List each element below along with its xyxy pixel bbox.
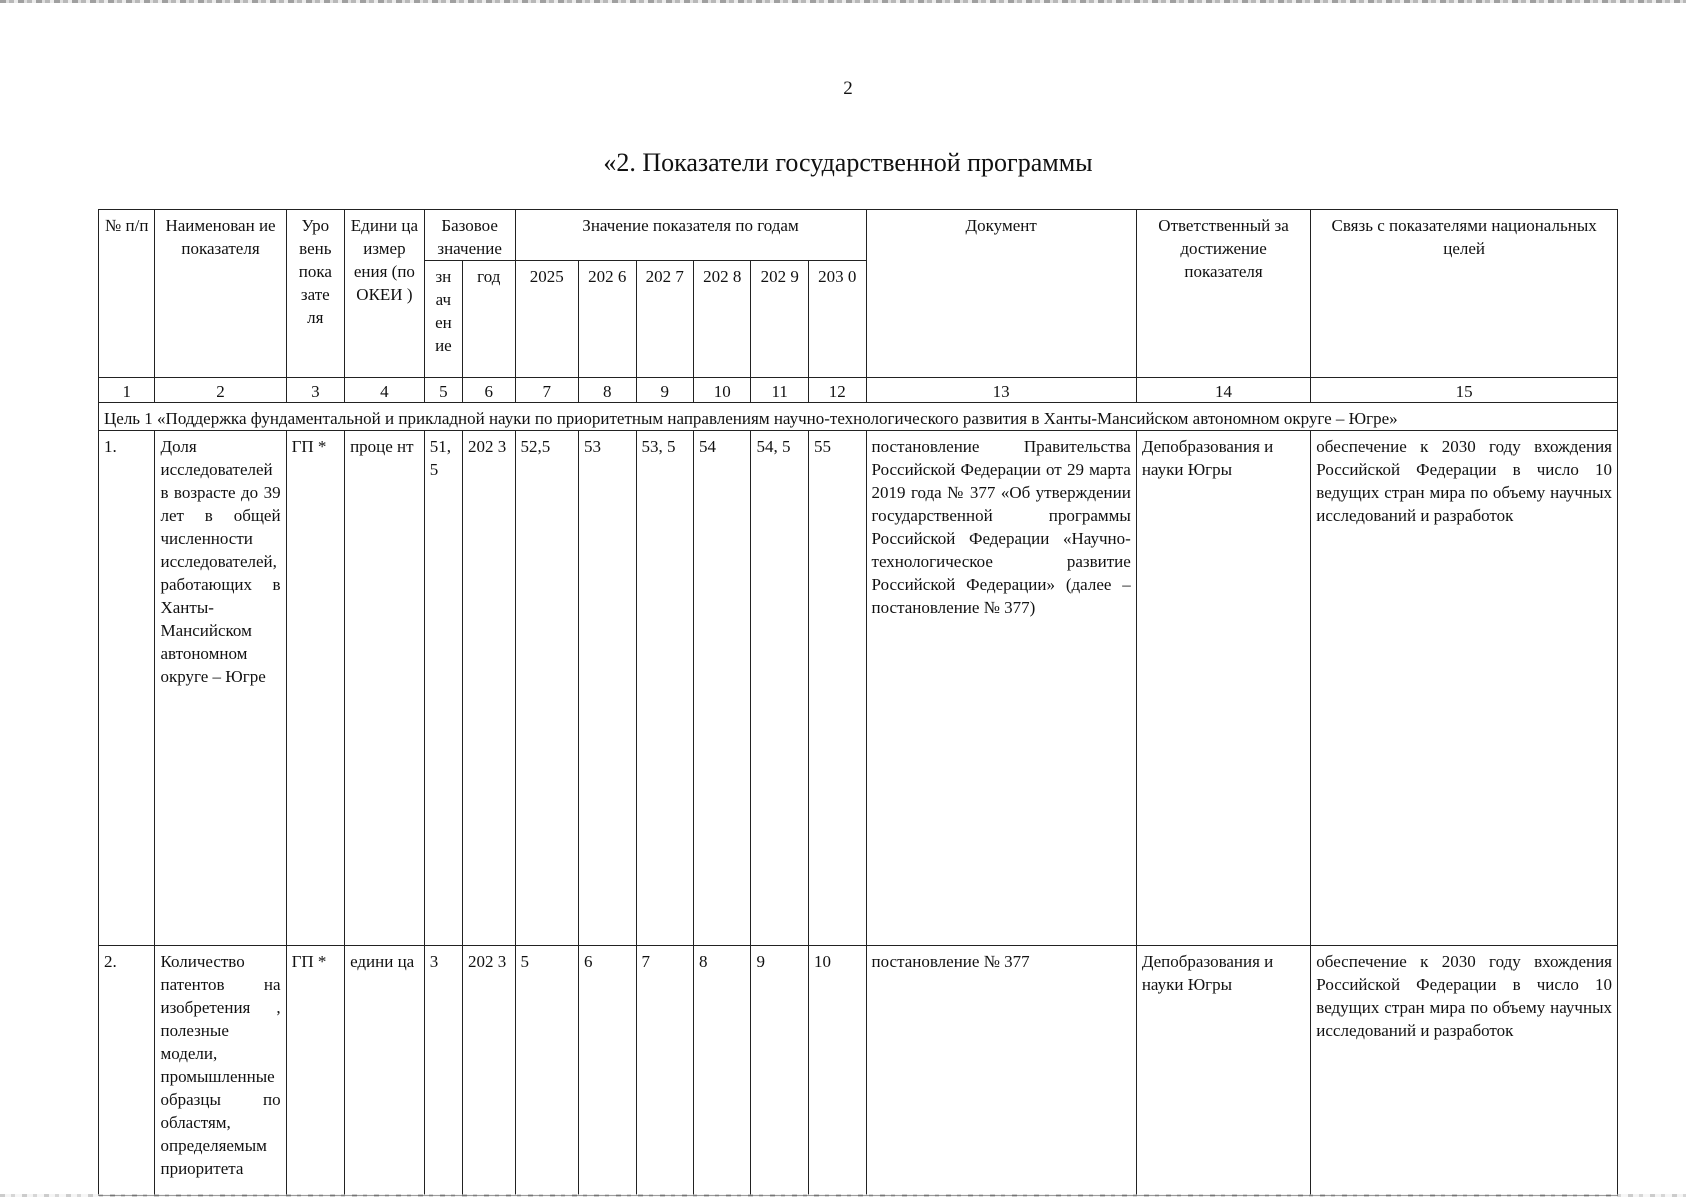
- column-number: 3: [286, 378, 344, 403]
- row-document: постановление № 377: [866, 946, 1136, 1196]
- row-responsible: Депобразования и науки Югры: [1136, 946, 1310, 1196]
- table-row: [99, 946, 1618, 1196]
- row-value-2029: 9: [751, 946, 808, 1196]
- row-value-2027: 53, 5: [636, 431, 693, 946]
- row-level: ГП *: [286, 946, 344, 1196]
- column-number: 6: [463, 378, 515, 403]
- row-unit: проце нт: [345, 431, 425, 946]
- header-year: 2025: [515, 261, 579, 378]
- scan-edge-bottom: [0, 1194, 1686, 1197]
- header-name: Наименован ие показателя: [155, 210, 286, 378]
- row-value-2026: 53: [579, 431, 636, 946]
- header-level: Уро вень пока зате ля: [286, 210, 344, 378]
- column-numbers-row: [99, 378, 1618, 403]
- row-base-value: 51, 5: [424, 431, 462, 946]
- column-number: 10: [694, 378, 751, 403]
- row-base-year: 202 3: [463, 946, 515, 1196]
- row-unit: едини ца: [345, 946, 425, 1196]
- row-value-2025: 52,5: [515, 431, 579, 946]
- header-num: № п/п: [99, 210, 155, 378]
- header-base: Базовое значение: [424, 210, 515, 261]
- header-row-1: [99, 210, 1618, 261]
- column-number: 8: [579, 378, 636, 403]
- row-value-2030: 55: [808, 431, 866, 946]
- page-title: «2. Показатели государственной программы: [603, 148, 1093, 177]
- row-responsible: Депобразования и науки Югры: [1136, 431, 1310, 946]
- row-level: ГП *: [286, 431, 344, 946]
- header-values-by-year: Значение показателя по годам: [515, 210, 866, 261]
- header-year: 202 6: [579, 261, 636, 378]
- header-unit: Едини ца измер ения (по ОКЕИ ): [345, 210, 425, 378]
- column-number: 11: [751, 378, 808, 403]
- goal-text: Цель 1 «Поддержка фундаментальной и прикладной науки по приоритетным направлениям научно-технологического развития в Ханты-Мансийском автономном округе – Югре»: [99, 403, 1618, 431]
- column-number: 5: [424, 378, 462, 403]
- header-document: Документ: [866, 210, 1136, 378]
- indicators-table: [98, 209, 1618, 1196]
- row-document: постановление Правительства Российской Федерации от 29 марта 2019 года № 377 «Об утверждении государственной программы Российской Федерации «Научно-технологическое развитие Российской Федерации» (далее – постановление № 377): [866, 431, 1136, 946]
- row-value-2030: 10: [808, 946, 866, 1196]
- row-national-goal-link: обеспечение к 2030 году вхождения Российской Федерации в число 10 ведущих стран мира по объему научных исследований и разработок: [1311, 431, 1618, 946]
- row-num: 2.: [99, 946, 155, 1196]
- row-indicator-name: Количество патентов на изобретения , полезные модели, промышленные образцы по областям, определяемым приоритета: [155, 946, 286, 1196]
- header-base-year: год: [463, 261, 515, 378]
- column-number: 12: [808, 378, 866, 403]
- row-base-year: 202 3: [463, 431, 515, 946]
- page-number: 2: [843, 78, 853, 99]
- row-national-goal-link: обеспечение к 2030 году вхождения Российской Федерации в число 10 ведущих стран мира по объему научных исследований и разработок: [1311, 946, 1618, 1196]
- header-year: 202 9: [751, 261, 808, 378]
- row-value-2029: 54, 5: [751, 431, 808, 946]
- row-num: 1.: [99, 431, 155, 946]
- column-number: 4: [345, 378, 425, 403]
- column-number: 15: [1311, 378, 1618, 403]
- header-link: Связь с показателями национальных целей: [1311, 210, 1618, 378]
- row-value-2025: 5: [515, 946, 579, 1196]
- header-year: 202 7: [636, 261, 693, 378]
- header-base-value: зн ач ен ие: [424, 261, 462, 378]
- header-year: 203 0: [808, 261, 866, 378]
- row-value-2028: 54: [694, 431, 751, 946]
- goal-row: [99, 403, 1618, 431]
- row-base-value: 3: [424, 946, 462, 1196]
- row-indicator-name: Доля исследователей в возрасте до 39 лет в общей численности исследователей, работающих в Ханты-Мансийском автономном округе – Югре: [155, 431, 286, 946]
- scan-edge-top: [0, 0, 1686, 3]
- table-row: [99, 431, 1618, 946]
- column-number: 7: [515, 378, 579, 403]
- row-value-2028: 8: [694, 946, 751, 1196]
- column-number: 9: [636, 378, 693, 403]
- column-number: 14: [1136, 378, 1310, 403]
- column-number: 1: [99, 378, 155, 403]
- header-year: 202 8: [694, 261, 751, 378]
- header-responsible: Ответственный за достижение показателя: [1136, 210, 1310, 378]
- row-value-2026: 6: [579, 946, 636, 1196]
- row-value-2027: 7: [636, 946, 693, 1196]
- column-number: 2: [155, 378, 286, 403]
- column-number: 13: [866, 378, 1136, 403]
